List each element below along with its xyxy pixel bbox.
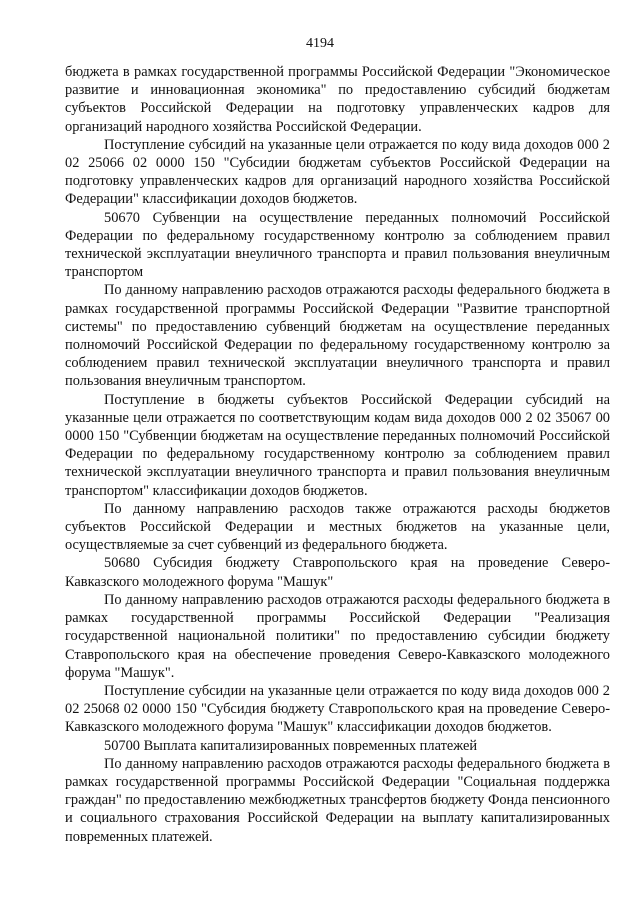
page-number: 4194 — [306, 36, 334, 51]
paragraph-income-code-25066: Поступление субсидий на указанные цели отражается по коду вида доходов 000 2 02 25066 02 0000 150 "Субсидии бюджетам субъектов Российской Федерации на подготовку управленческих кадров для организаций народного хозяйства Российской Федерации" классификации доходов бюджетов. — [65, 136, 610, 208]
paragraph-income-code-35067: Поступление в бюджеты субъектов Российской Федерации субсидий на указанные цели отражается по соответствующим кодам вида доходов 000 2 02 35067 00 0000 150 "Субвенции бюджетам на осуществление переданных полномочий Российской Федерации по федеральному государственному контролю за соблюдением правил технической эксплуатации внеуличного транспорта и правил пользования внеуличным транспортом" классификации доходов бюджетов. — [65, 391, 610, 499]
document-body — [65, 63, 610, 846]
paragraph-50670-regional: По данному направлению расходов также отражаются расходы бюджетов субъектов Российской Федерации и местных бюджетов на указанные цели, осуществляемые за счет субвенций из федерального бюджета. — [65, 500, 610, 554]
heading-50670: 50670 Субвенции на осуществление переданных полномочий Российской Федерации по федеральному государственному контролю за соблюдением правил технической эксплуатации внеуличного транспорта и правил пользования внеуличным транспортом — [65, 209, 610, 281]
paragraph-income-code-25068: Поступление субсидии на указанные цели отражается по коду вида доходов 000 2 02 25068 02 0000 150 "Субсидия бюджету Ставропольского края на проведение Северо-Кавказского молодежного форума "Машук" классификации доходов бюджетов. — [65, 682, 610, 736]
heading-50680: 50680 Субсидия бюджету Ставропольского края на проведение Северо-Кавказского молодежного форума "Машук" — [65, 555, 610, 590]
paragraph-continuation: бюджета в рамках государственной программы Российской Федерации "Экономическое развитие и инновационная экономика" по предоставлению субсидий бюджетам субъектов Российской Федерации на подготовку управленческих кадров для организаций народного хозяйства Российской Федерации. — [65, 64, 610, 135]
paragraph-50680-expenses: По данному направлению расходов отражаются расходы федерального бюджета в рамках государственной программы Российской Федерации "Реализация государственной национальной политики" по предоставлению субсидии бюджету Ставропольского края на обеспечение проведения Северо-Кавказского молодежного форума "Машук". — [65, 591, 610, 681]
paragraph-50670-expenses: По данному направлению расходов отражаются расходы федерального бюджета в рамках государственной программы Российской Федерации "Развитие транспортной системы" по предоставлению субвенций бюджетам на осуществление переданных полномочий Российской Федерации по федеральному государственному контролю за соблюдением правил технической эксплуатации внеуличного транспорта и правил пользования внеуличным транспортом. — [65, 282, 610, 390]
paragraph-50700-expenses: По данному направлению расходов отражаются расходы федерального бюджета в рамках государственной программы Российской Федерации "Социальная поддержка граждан" по предоставлению межбюджетных трансфертов бюджету Фонда пенсионного и социального страхования Российской Федерации на выплату капитализированных повременных платежей. — [65, 755, 610, 845]
heading-50700: 50700 Выплата капитализированных повременных платежей — [104, 737, 478, 754]
